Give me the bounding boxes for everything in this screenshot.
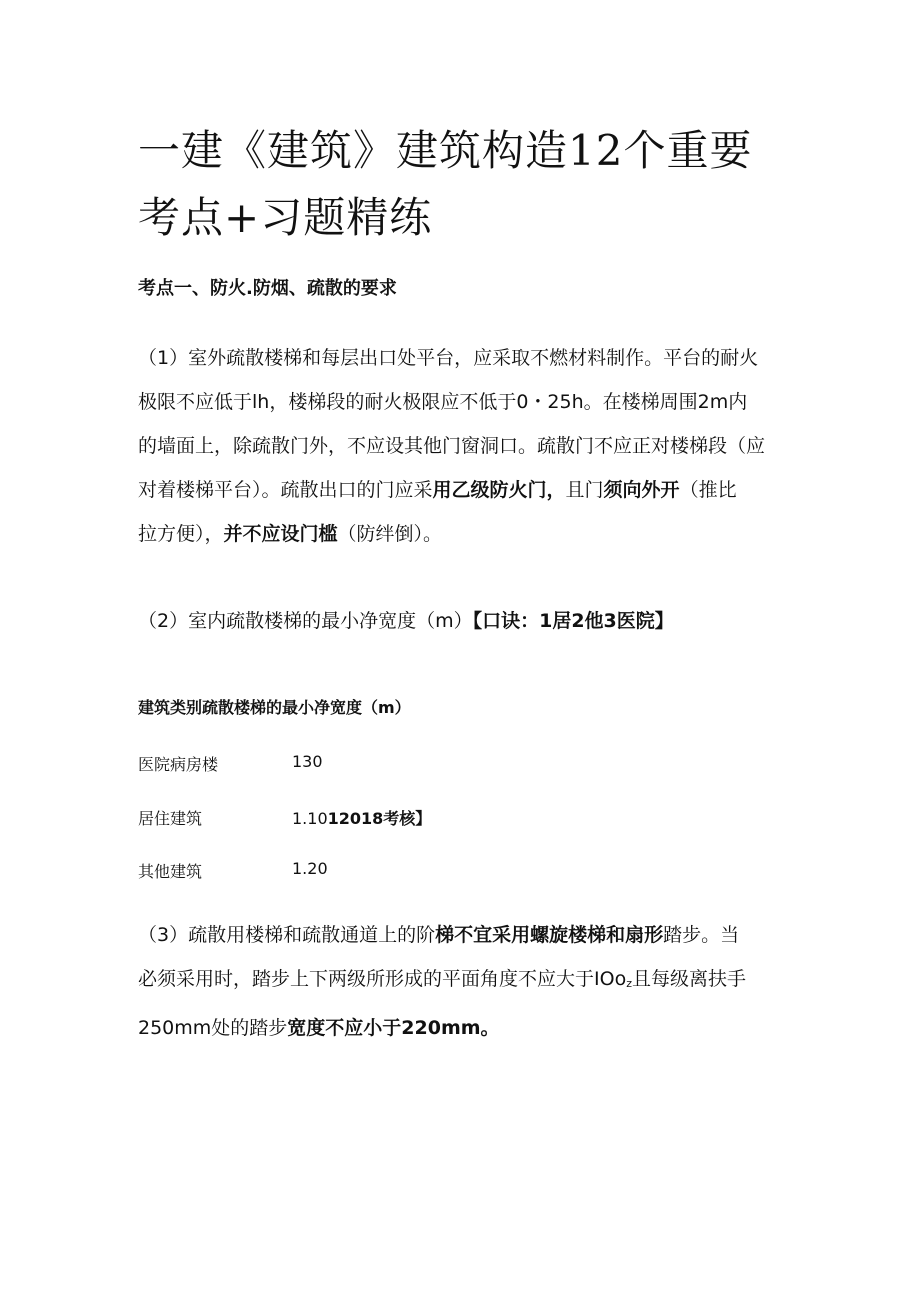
document-title-line-2: 考点+习题精练 (138, 193, 433, 242)
paragraph-3-line-2 (138, 957, 798, 1006)
paragraph-1-line-4 (138, 468, 798, 512)
table-cell-category: 医院病房楼 (138, 755, 219, 774)
p1-emphasis: 并不应设门槛 (223, 523, 338, 545)
p1-text: 且门 (565, 479, 604, 501)
p3-text: 250mm处的踏步 (138, 1017, 288, 1039)
p3-degree-mark: o (614, 968, 627, 990)
paragraph-3 (138, 913, 798, 1050)
value-text: 130 (292, 752, 323, 771)
value-text: 1.10 (292, 809, 328, 828)
stair-width-table-header: 建筑类别疏散楼梯的最小净宽度（m） (138, 698, 411, 717)
paragraph-2 (138, 599, 798, 643)
p1-text: 对着楼梯平台）。疏散出口的门应采 (138, 479, 433, 501)
table-cell-value (292, 859, 328, 878)
paragraph-2-line-1 (138, 599, 798, 643)
paragraph-1-line-5 (138, 512, 798, 556)
table-cell-category: 其他建筑 (138, 862, 203, 881)
table-cell-value (292, 806, 431, 829)
p2-mnemonic: 【口诀：1居2他3医院】 (472, 610, 674, 632)
p2-text: （2）室内疏散楼梯的最小净宽度（m） (138, 610, 473, 632)
paragraph-1 (138, 336, 798, 556)
p3-text: 必须采用时，踏步上下两级所形成的平面角度不应大于IO (138, 968, 615, 990)
p1-text: （推比 (679, 479, 737, 501)
table-row (138, 859, 638, 885)
section-heading: 考点一、防火.防烟、疏散的要求 (138, 278, 397, 299)
document-title-line-1: 一建《建筑》建筑构造12个重要 (138, 126, 753, 175)
p1-text: （防绊倒）。 (337, 523, 443, 545)
p1-emphasis: 须向外开 (603, 479, 680, 501)
p1-text: 拉方便）， (138, 523, 224, 545)
value-note: 12018考核】 (327, 809, 432, 828)
paragraph-1-line-3: 的墙面上，除疏散门外，不应设其他门窗洞口。疏散门不应正对楼梯段（应 (138, 435, 766, 457)
p3-text: 踏步。当 (663, 924, 740, 946)
paragraph-3-line-1 (138, 913, 798, 957)
p3-subscript: z (626, 977, 632, 990)
paragraph-1-line-2: 极限不应低于lh，楼梯段的耐火极限应不低于0・25h。在楼梯周围2m内 (138, 391, 748, 413)
table-cell-category: 居住建筑 (138, 809, 203, 828)
paragraph-3-line-3 (138, 1006, 798, 1050)
p3-emphasis: 宽度不应小于220mm。 (287, 1017, 500, 1039)
p1-emphasis: 用乙级防火门， (432, 479, 566, 501)
table-row (138, 806, 638, 832)
table-cell-value (292, 752, 323, 771)
p3-text: 且每级离扶手 (631, 968, 746, 990)
p3-text: （3）疏散用楼梯和疏散通道上的阶 (138, 924, 436, 946)
table-row (138, 752, 638, 778)
p3-emphasis: 梯不宜采用螺旋楼梯和扇形 (435, 924, 664, 946)
paragraph-1-line-1: （1）室外疏散楼梯和每层出口处平台，应采取不燃材料制作。平台的耐火 (138, 347, 759, 369)
value-text: 1.20 (292, 859, 328, 878)
